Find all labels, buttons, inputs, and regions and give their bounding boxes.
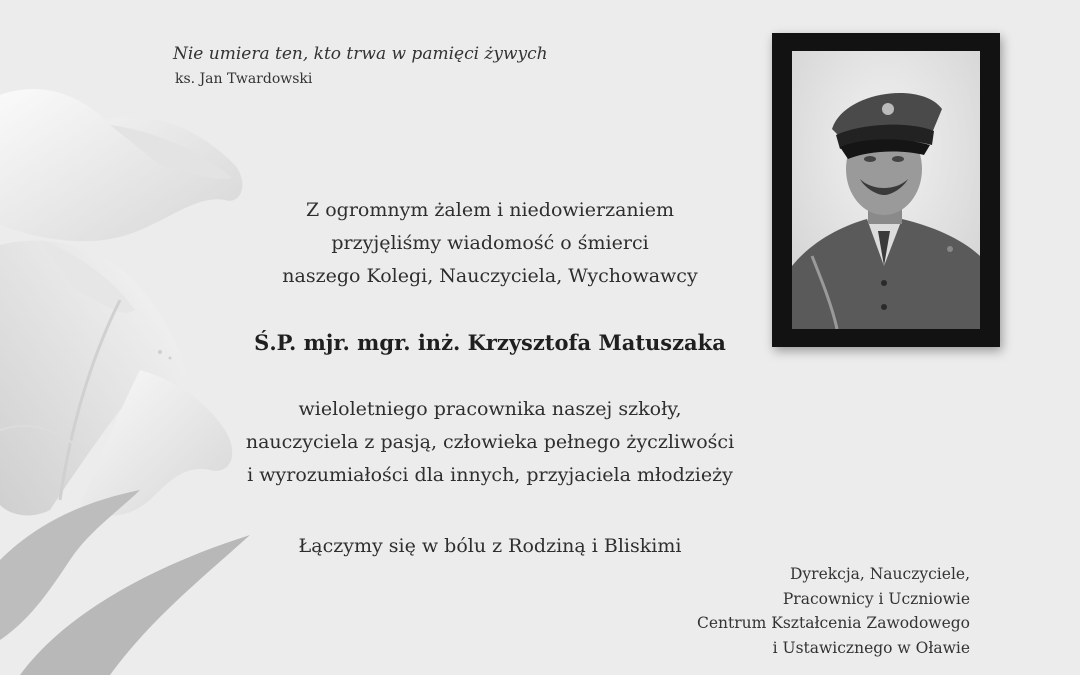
description-line: wieloletniego pracownika naszej szkoły, bbox=[298, 398, 682, 420]
portrait-photo bbox=[792, 51, 980, 329]
intro-line: Z ogromnym żalem i niedowierzaniem bbox=[306, 199, 674, 221]
condolence-closing: Łączymy się w bólu z Rodziną i Bliskimi bbox=[298, 535, 682, 557]
deceased-description bbox=[190, 393, 790, 492]
description-line: i wyrozumiałości dla innych, przyjaciela młodzieży bbox=[247, 464, 733, 486]
portrait-frame bbox=[772, 33, 1000, 347]
signature-block bbox=[697, 562, 970, 660]
deceased-name: Ś.P. mjr. mgr. inż. Krzysztofa Matuszaka bbox=[254, 330, 726, 355]
intro-line: naszego Kolegi, Nauczyciela, Wychowawcy bbox=[282, 265, 698, 287]
signature-line: Centrum Kształcenia Zawodowego bbox=[697, 614, 970, 632]
signature-line: Dyrekcja, Nauczyciele, bbox=[790, 565, 970, 583]
signature-line: Pracownicy i Uczniowie bbox=[782, 589, 970, 608]
signature-line: i Ustawicznego w Oławie bbox=[772, 638, 970, 657]
description-line: nauczyciela z pasją, człowieka pełnego życzliwości bbox=[245, 431, 735, 453]
quote-author: ks. Jan Twardowski bbox=[175, 71, 313, 87]
intro-line: przyjęliśmy wiadomość o śmierci bbox=[331, 232, 649, 254]
memorial-quote: Nie umiera ten, kto trwa w pamięci żywych bbox=[173, 44, 548, 64]
condolence-intro bbox=[190, 194, 790, 293]
